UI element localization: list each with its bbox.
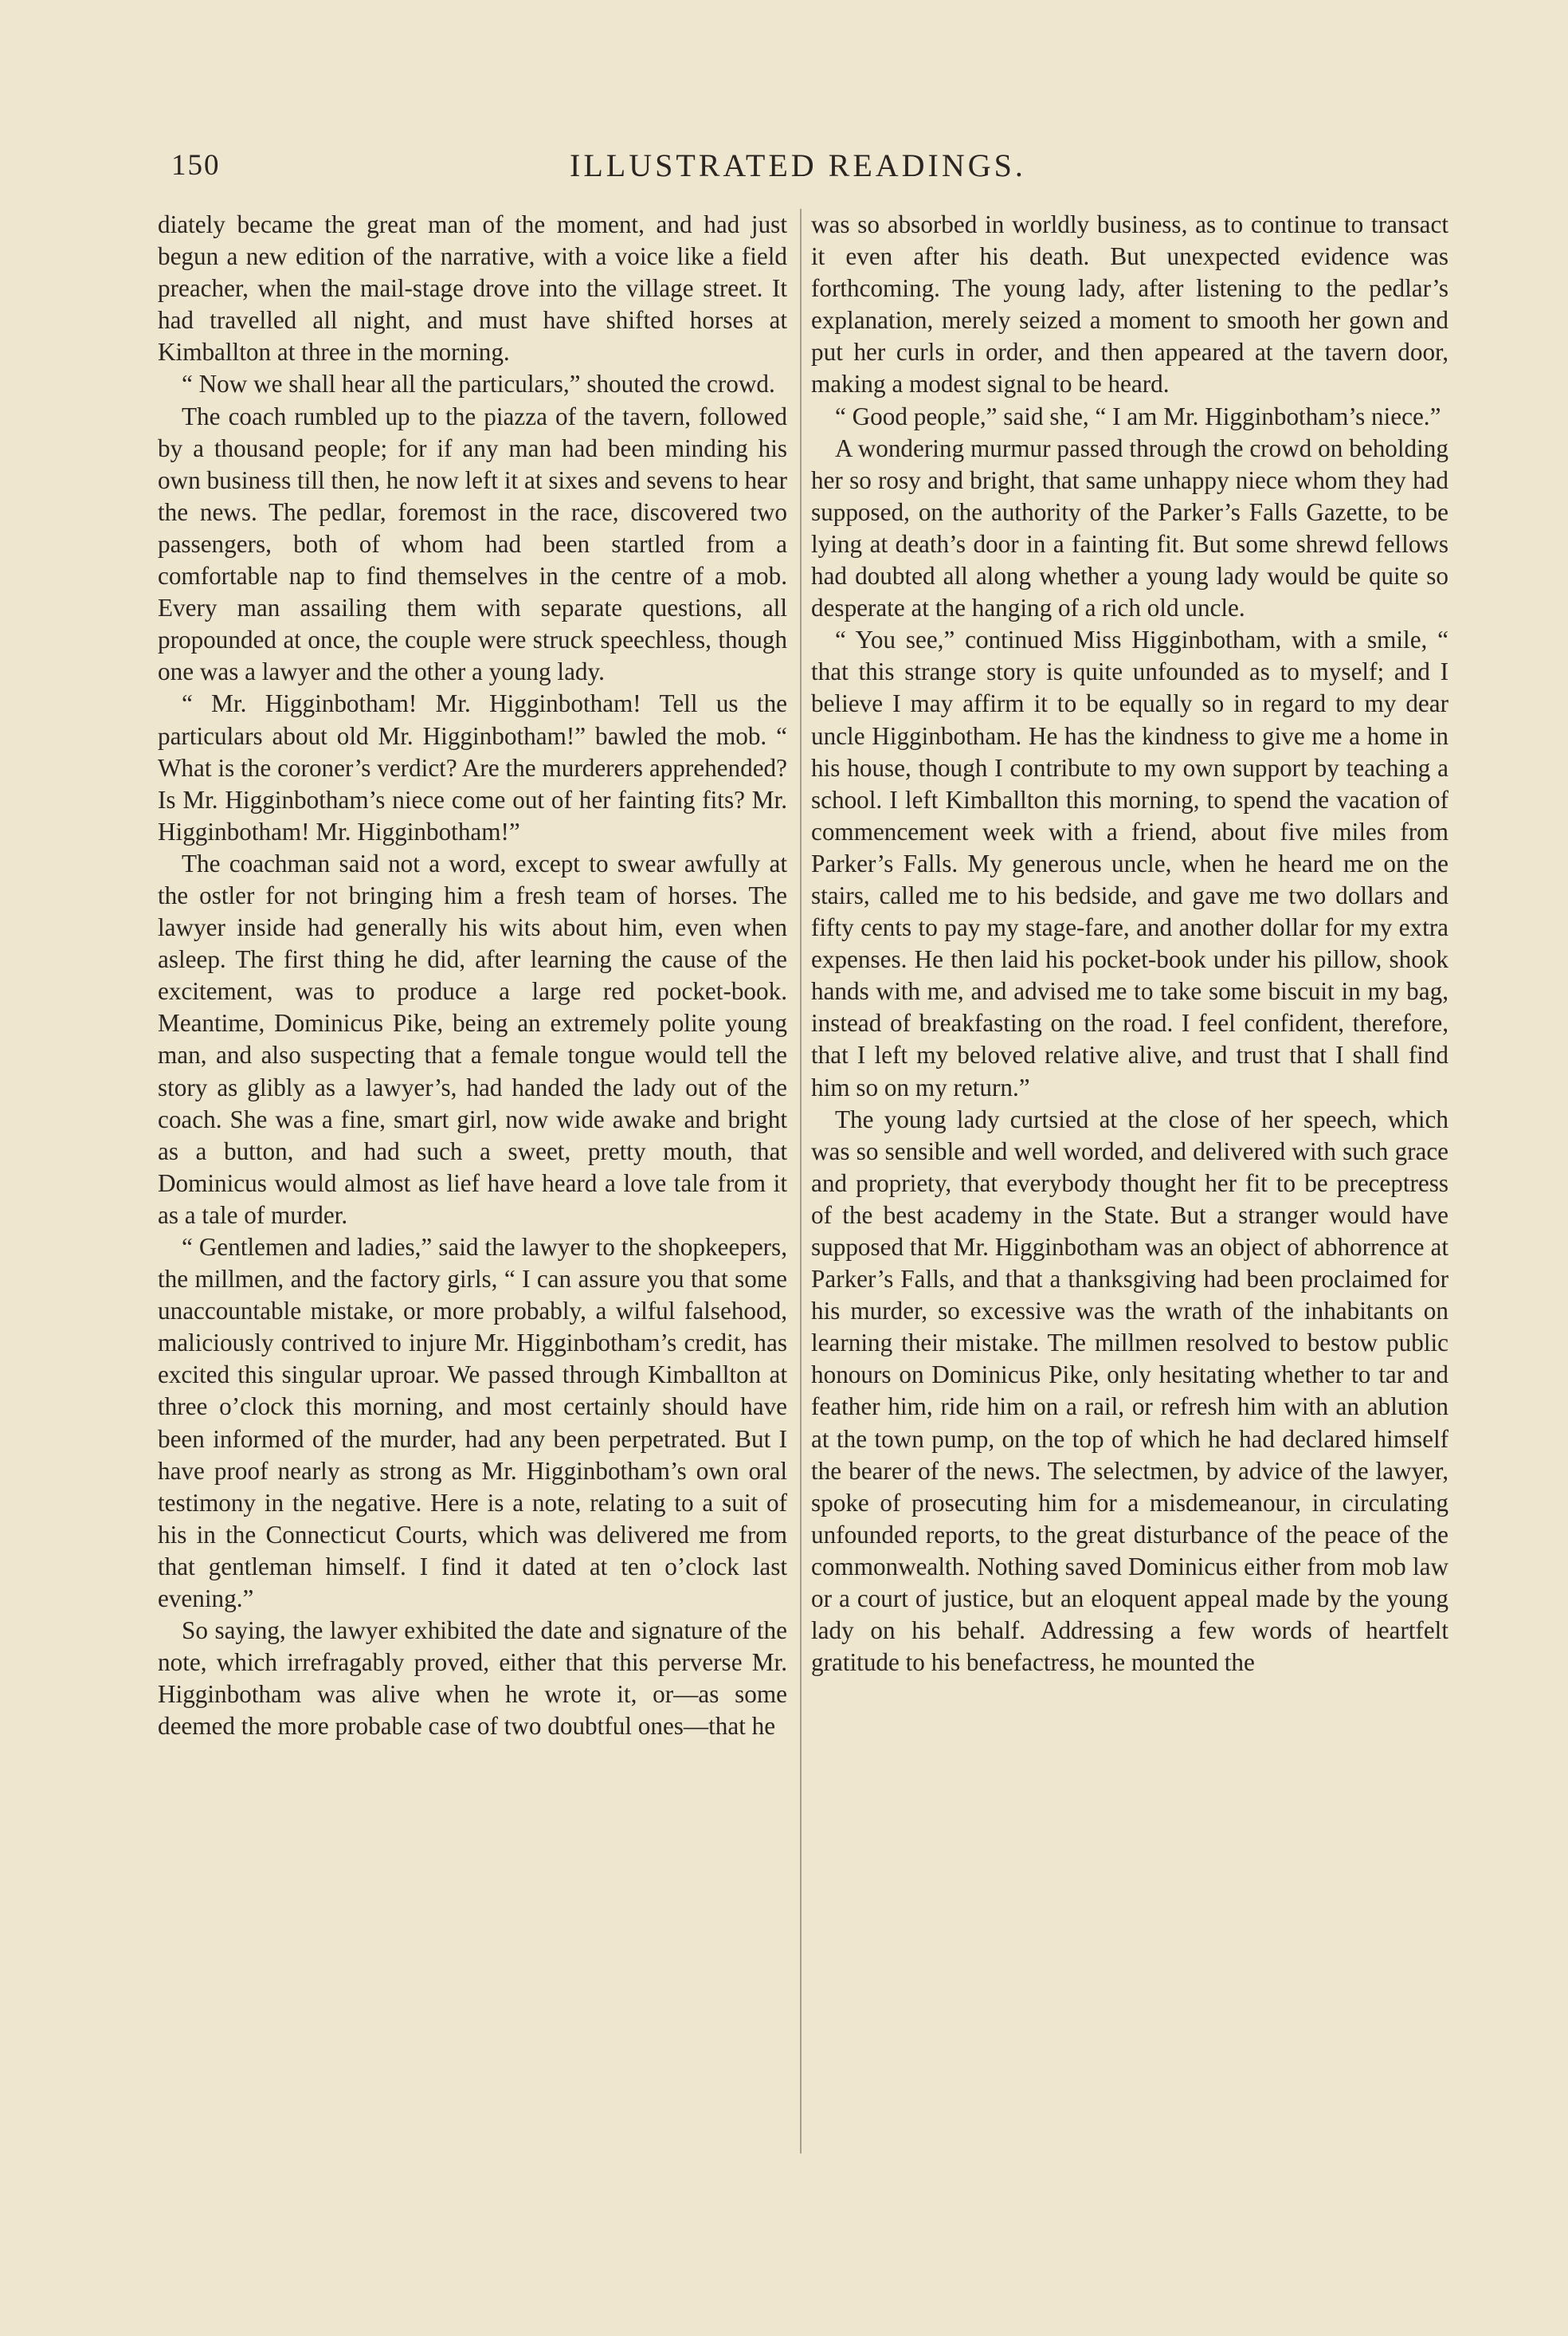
paragraph: So saying, the lawyer exhibited the date and signature of the note, which irrefragably proved, either that this perverse Mr. Higginbotham was alive when he wrote it, or—as some deemed the more probable case of two doubtful ones—that he	[158, 1616, 787, 1741]
paragraph: “ Now we shall hear all the particulars,” shouted the crowd.	[182, 370, 775, 398]
paragraph: The coach rumbled up to the piazza of the tavern, followed by a thousand people; for if any man had been minding his own business till then, he now left it at sixes and sevens to hear the news. The pedlar, foremost in the race, discovered two passengers, both of whom had been startled from a comfortable nap to find themselves in the centre of a mob. Every man assailing them with separate questions, all propounded at once, the couple were struck speechless, though one was a lawyer and the other a young lady.	[158, 402, 787, 686]
paragraph: The young lady curtsied at the close of her speech, which was so sensible and well worded, and delivered with such grace and propriety, that everybody thought her fit to be preceptress of the best academy in the State. But a stranger would have supposed that Mr. Higginbotham was an object of abhorrence at Parker’s Falls, and that a thanksgiving had been proclaimed for his murder, so excessive was the wrath of the inhabitants on learning their mistake. The millmen resolved to bestow public honours on Dominicus Pike, only hesitating whether to tar and feather him, ride him on a rail, or refresh him with an ablution at the town pump, on the top of which he had declared himself the bearer of the news. The selectmen, by advice of the lawyer, spoke of prosecuting him for a misdemeanour, in circulating unfounded reports, to the great disturbance of the peace of the commonwealth. Nothing saved Dominicus either from mob law or a court of justice, but an eloquent appeal made by the young lady on his behalf. Addressing a few words of heartfelt gratitude to his benefactress, he mounted the	[811, 1105, 1448, 1677]
page-number: 150	[171, 149, 221, 182]
left-column	[158, 209, 787, 1743]
column-divider	[800, 209, 802, 2153]
paragraph: was so absorbed in worldly business, as to continue to transact it even after his death. But unexpected evidence was forthcoming. The young lady, after listening to the pedlar’s explanation, merely seized a moment to smooth her gown and put her curls in order, and then appeared at the tavern door, making a modest signal to be heard.	[811, 210, 1448, 398]
paragraph: The coachman said not a word, except to swear awfully at the ostler for not bringing him a fresh team of horses. The lawyer inside had generally his wits about him, even when asleep. The first thing he did, after learning the cause of the excitement, was to produce a large red pocket-book. Meantime, Dominicus Pike, being an extremely polite young man, and also suspecting that a female tongue would tell the story as glibly as a lawyer’s, had handed the lady out of the coach. She was a fine, smart girl, now wide awake and bright as a button, and had such a sweet, pretty mouth, that Dominicus would almost as lief have heard a love tale from it as a tale of murder.	[158, 849, 787, 1229]
paragraph: “ Gentlemen and ladies,” said the lawyer to the shopkeepers, the millmen, and the factory girls, “ I can assure you that some unaccountable mistake, or more probably, a wilful falsehood, maliciously contrived to injure Mr. Higginbotham’s credit, has excited this singular uproar. We passed through Kimballton at three o’clock this morning, and most certainly should have been informed of the murder, had any been perpetrated. But I have proof nearly as strong as Mr. Higginbotham’s own oral testimony in the negative. Here is a note, relating to a suit of his in the Connecticut Courts, which was delivered me from that gentleman himself. I find it dated at ten o’clock last evening.”	[158, 1233, 787, 1613]
right-column	[811, 209, 1448, 1678]
running-head: ILLUSTRATED READINGS.	[570, 147, 1026, 183]
paragraph: “ Mr. Higginbotham! Mr. Higginbotham! Tell us the particulars about old Mr. Higginbotham!” bawled the mob. “ What is the coroner’s verdict? Are the murderers apprehended? Is Mr. Higginbotham’s niece come out of her fainting fits? Mr. Higginbotham! Mr. Higginbotham!”	[158, 689, 787, 846]
paragraph: A wondering murmur passed through the crowd on beholding her so rosy and bright, that same unhappy niece whom they had supposed, on the authority of the Parker’s Falls Gazette, to be lying at death’s door in a fainting fit. But some shrewd fellows had doubted all along whether a young lady would be quite so desperate at the hanging of a rich old uncle.	[811, 434, 1448, 622]
paragraph: “ Good people,” said she, “ I am Mr. Higginbotham’s niece.”	[835, 402, 1441, 430]
page-header	[155, 143, 1446, 191]
paragraph: diately became the great man of the moment, and had just begun a new edition of the narrative, with a voice like a field preacher, when the mail-stage drove into the village street. It had travelled all night, and must have shifted horses at Kimballton at three in the morning.	[158, 210, 787, 367]
paragraph: “ You see,” continued Miss Higginbotham, with a smile, “ that this strange story is quite unfounded as to myself; and I believe I may affirm it to be equally so in regard to my dear uncle Higginbotham. He has the kindness to give me a home in his house, though I contribute to my own support by teaching a school. I left Kimballton this morning, to spend the vacation of commencement week with a friend, about five miles from Parker’s Falls. My generous uncle, when he heard me on the stairs, called me to his bedside, and gave me two dollars and fifty cents to pay my stage-fare, and another dollar for my extra expenses. He then laid his pocket-book under his pillow, shook hands with me, and advised me to take some biscuit in my bag, instead of breakfasting on the road. I feel confident, therefore, that I left my beloved relative alive, and trust that I shall find him so on my return.”	[811, 626, 1448, 1101]
